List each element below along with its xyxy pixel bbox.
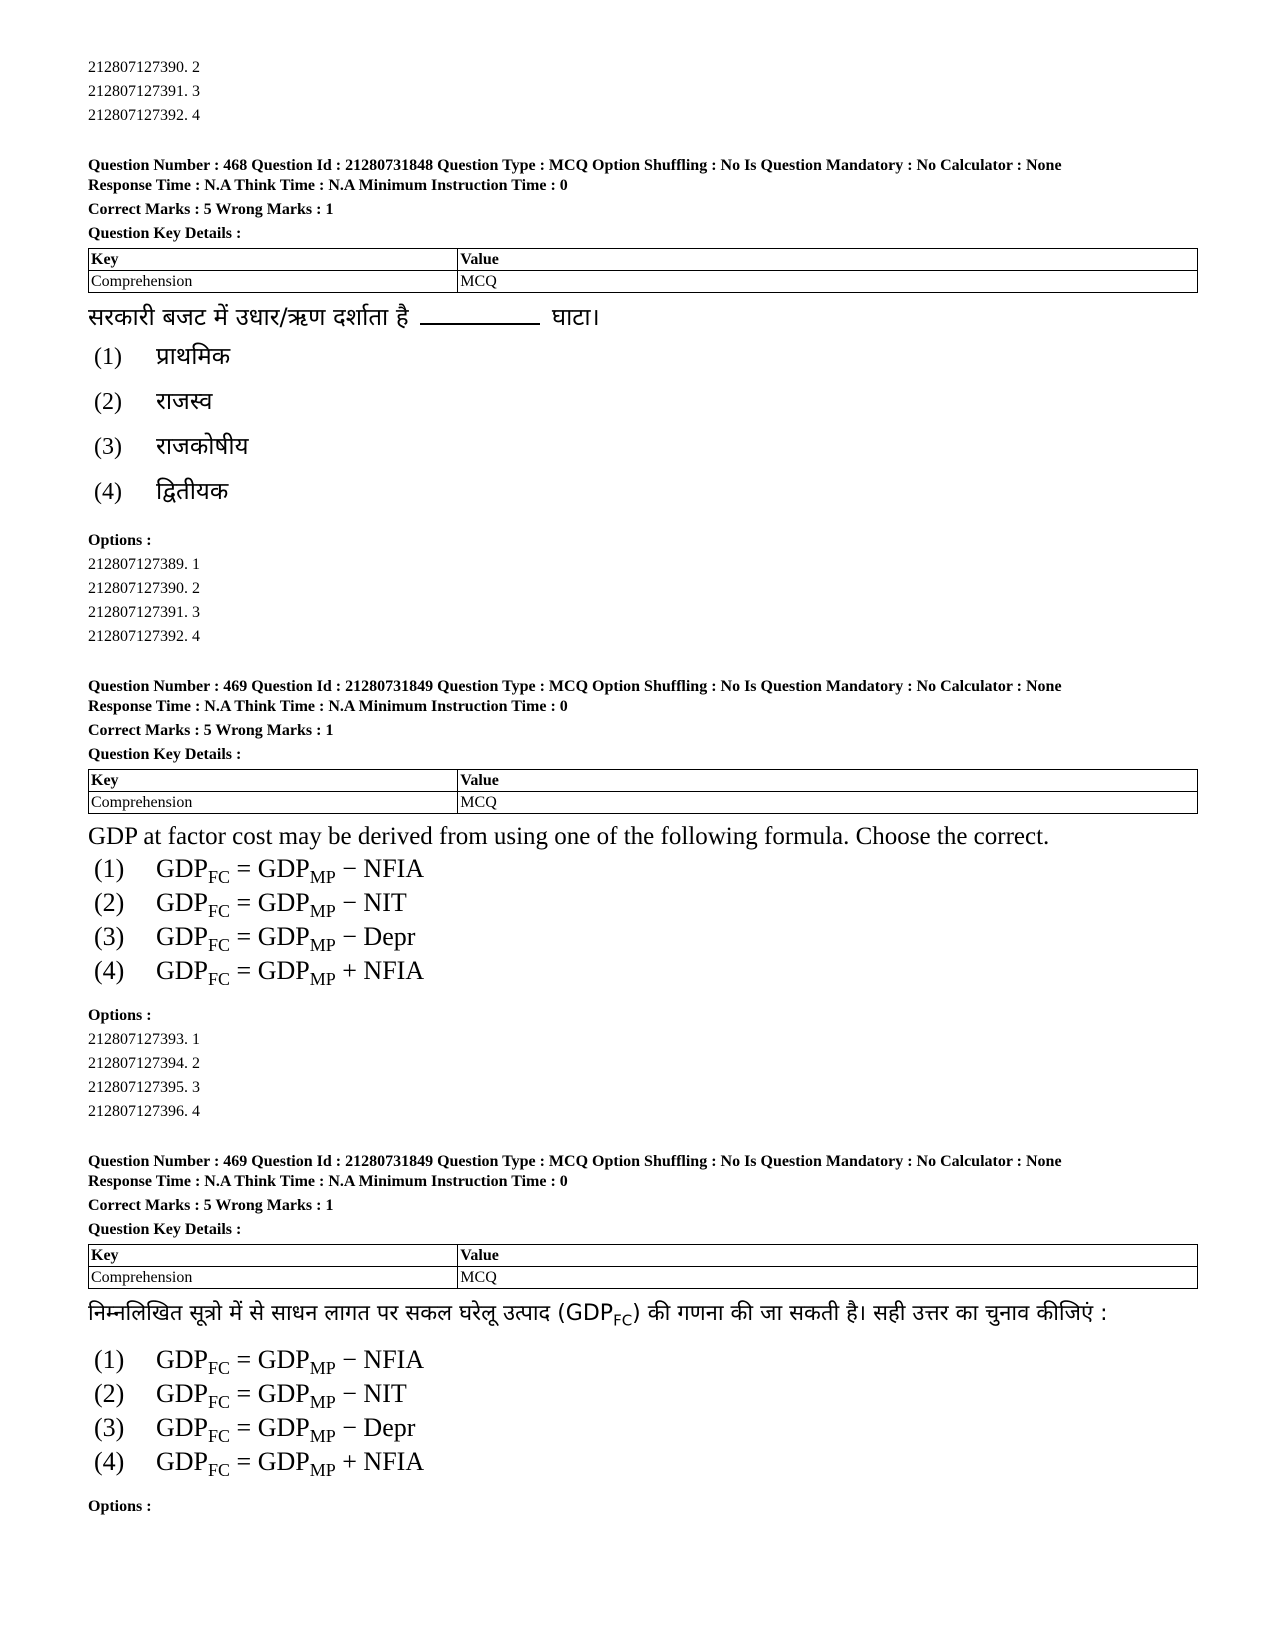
formula-choice — [88, 854, 1198, 888]
table-header-row — [89, 1245, 1198, 1267]
answer-choice — [88, 339, 1198, 384]
table-cell-value: MCQ — [458, 1267, 1198, 1289]
question-text — [88, 1295, 1198, 1339]
question-text — [88, 299, 1198, 335]
choice-number: (1) — [94, 854, 125, 883]
formula-expression: $GDP_{FC} = GDP_{MP}$ + NFIA — [156, 956, 425, 989]
table-row — [89, 271, 1198, 293]
formula-choice — [88, 1413, 1198, 1447]
formula-expression: $GDP_{FC} = GDP_{MP}$ + NFIA — [156, 1447, 425, 1481]
formula-choice — [88, 1345, 1198, 1379]
question-subscript: FC — [613, 1311, 633, 1330]
option-id: 212807127389. 1 — [88, 556, 200, 573]
choice-number: (3) — [94, 1413, 125, 1443]
table-header-key: Key — [89, 249, 458, 271]
fill-in-blank — [420, 303, 540, 325]
choice-text: द्वितीयक — [156, 477, 229, 505]
choice-number: (3) — [94, 434, 122, 460]
option-id: 212807127392. 4 — [88, 628, 200, 645]
formula-expression: $GDP_{FC} = GDP_{MP}$ − NFIA — [156, 1345, 425, 1379]
question-text-start: सरकारी बजट में उधार/ऋण दर्शाता है — [88, 303, 409, 331]
option-id: 212807127392. 4 — [88, 107, 200, 124]
answer-choice — [88, 384, 1198, 429]
option-id: 212807127390. 2 — [88, 59, 200, 76]
table-row — [89, 1267, 1198, 1289]
question-timing: Response Time : N.A Think Time : N.A Minimum Instruction Time : 0 — [88, 698, 568, 715]
question-469-english — [88, 677, 1198, 1124]
answer-choices — [88, 339, 1198, 519]
key-details-table — [88, 769, 1198, 814]
choice-text: राजकोषीय — [156, 432, 249, 460]
formula-choice — [88, 1447, 1198, 1481]
key-details-table — [88, 1244, 1198, 1289]
option-id: 212807127395. 3 — [88, 1079, 200, 1096]
question-text-end: घाटा। — [551, 303, 600, 331]
question-meta: Question Number : 468 Question Id : 21280731848 Question Type : MCQ Option Shuffling : No Is Question Mandatory : No Calculator : None — [88, 157, 1062, 174]
choice-number: (4) — [94, 1447, 125, 1477]
table-cell-value: MCQ — [458, 271, 1198, 293]
question-meta: Question Number : 469 Question Id : 21280731849 Question Type : MCQ Option Shuffling : No Is Question Mandatory : No Calculator : None — [88, 678, 1062, 695]
question-text: GDP at factor cost may be derived from using one of the following formula. Choose the correct. — [88, 823, 1050, 850]
choice-number: (1) — [94, 344, 122, 370]
formula-expression: $GDP_{FC} = GDP_{MP}$ − Depr — [156, 1413, 416, 1447]
choice-number: (4) — [94, 956, 125, 985]
formula-choice — [88, 922, 1198, 956]
table-header-value: Value — [458, 249, 1198, 271]
table-header-value: Value — [458, 1245, 1198, 1267]
table-header-key: Key — [89, 1245, 458, 1267]
table-header-value: Value — [458, 770, 1198, 792]
question-text-start: निम्नलिखित सूत्रो में से साधन लागत पर सकल घरेलू उत्पाद (GDP — [88, 1301, 614, 1326]
table-header-row — [89, 770, 1198, 792]
formula-expression: $GDP_{FC} = GDP_{MP}$ − NIT — [156, 888, 407, 921]
options-label: Options : — [88, 532, 152, 549]
question-marks: Correct Marks : 5 Wrong Marks : 1 — [88, 1197, 334, 1214]
option-id: 212807127394. 2 — [88, 1055, 200, 1072]
formula-choices — [88, 854, 1198, 990]
choice-text: राजस्व — [156, 387, 213, 415]
question-marks: Correct Marks : 5 Wrong Marks : 1 — [88, 722, 334, 739]
question-468 — [88, 156, 1198, 649]
question-meta: Question Number : 469 Question Id : 21280731849 Question Type : MCQ Option Shuffling : No Is Question Mandatory : No Calculator : None — [88, 1153, 1062, 1170]
option-id: 212807127391. 3 — [88, 83, 200, 100]
choice-number: (2) — [94, 888, 125, 917]
formula-choice — [88, 956, 1198, 990]
answer-choice — [88, 474, 1198, 519]
answer-choice — [88, 429, 1198, 474]
question-marks: Correct Marks : 5 Wrong Marks : 1 — [88, 201, 334, 218]
question-timing: Response Time : N.A Think Time : N.A Minimum Instruction Time : 0 — [88, 1173, 568, 1190]
question-469-hindi — [88, 1152, 1198, 1519]
formula-expression: $GDP_{FC} = GDP_{MP}$ − NIT — [156, 1379, 407, 1413]
choice-text: प्राथमिक — [156, 342, 231, 370]
table-cell-key: Comprehension — [89, 1267, 458, 1289]
table-header-key: Key — [89, 770, 458, 792]
choice-number: (1) — [94, 1345, 125, 1375]
formula-choice — [88, 888, 1198, 922]
key-details-label: Question Key Details : — [88, 225, 242, 242]
formula-choices — [88, 1345, 1198, 1481]
option-id: 212807127391. 3 — [88, 604, 200, 621]
choice-number: (4) — [94, 479, 122, 505]
formula-expression: $GDP_{FC} = GDP_{MP}$ − Depr — [156, 922, 416, 955]
key-details-label: Question Key Details : — [88, 746, 242, 763]
formula-choice — [88, 1379, 1198, 1413]
question-text-end: ) की गणना की जा सकती है। सही उत्तर का चुनाव कीजिएं : — [632, 1301, 1108, 1326]
table-header-row — [89, 249, 1198, 271]
options-label: Options : — [88, 1498, 152, 1516]
option-id: 212807127393. 1 — [88, 1031, 200, 1048]
option-id: 212807127390. 2 — [88, 580, 200, 597]
key-details-label: Question Key Details : — [88, 1221, 242, 1238]
options-label: Options : — [88, 1007, 152, 1024]
question-timing: Response Time : N.A Think Time : N.A Minimum Instruction Time : 0 — [88, 177, 568, 194]
option-id: 212807127396. 4 — [88, 1103, 200, 1120]
formula-expression: $GDP_{FC} = GDP_{MP}$ − NFIA — [156, 854, 425, 887]
choice-number: (3) — [94, 922, 125, 951]
table-cell-key: Comprehension — [89, 792, 458, 814]
previous-options-list — [88, 56, 1198, 128]
table-cell-key: Comprehension — [89, 271, 458, 293]
choice-number: (2) — [94, 389, 122, 415]
table-row — [89, 792, 1198, 814]
choice-number: (2) — [94, 1379, 125, 1409]
key-details-table — [88, 248, 1198, 293]
exam-document — [88, 56, 1198, 1519]
table-cell-value: MCQ — [458, 792, 1198, 814]
